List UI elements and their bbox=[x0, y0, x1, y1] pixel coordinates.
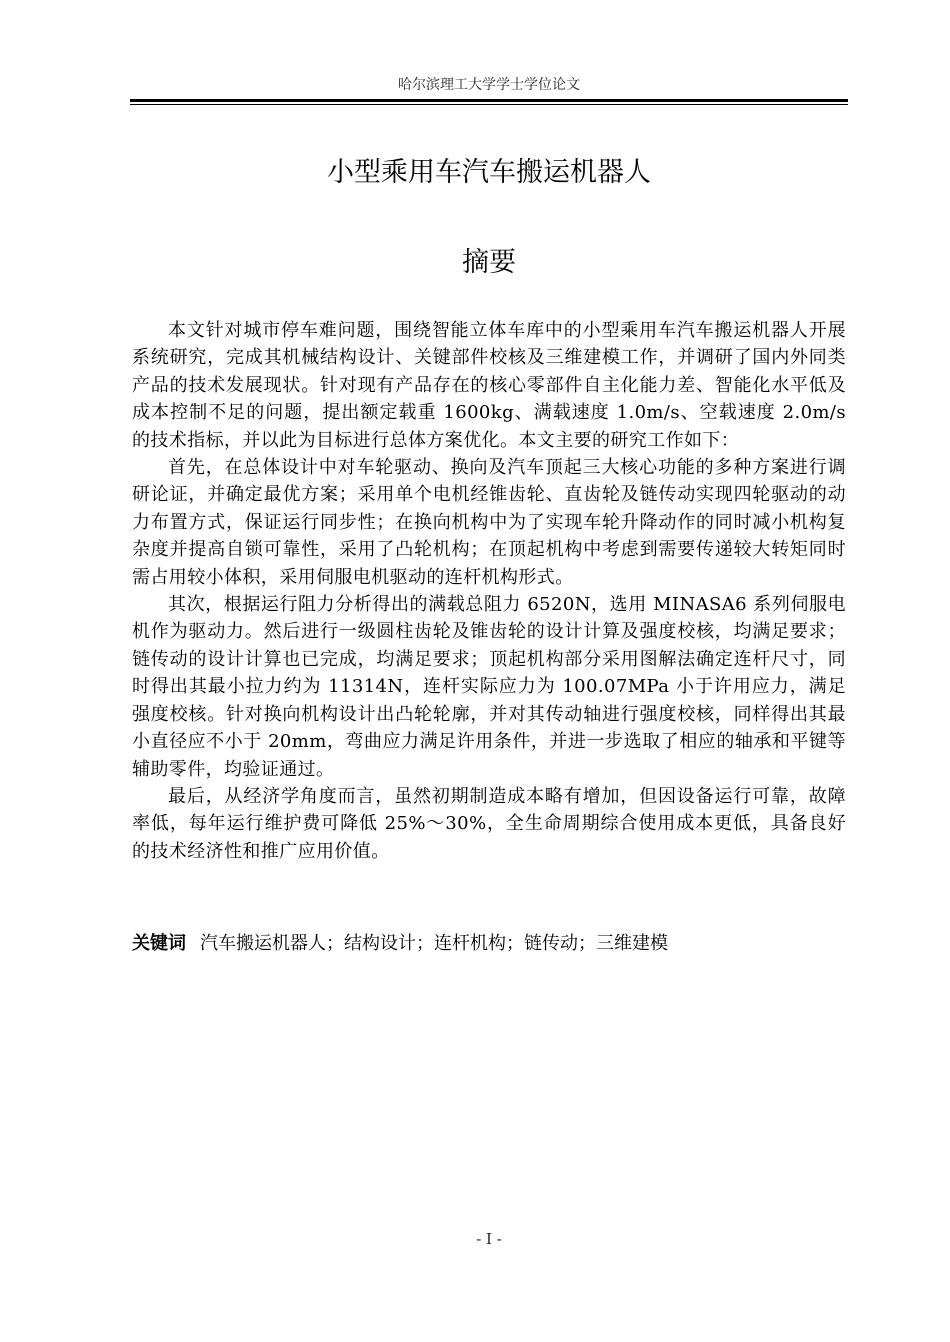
keywords-text: 汽车搬运机器人；结构设计；连杆机构；链传动；三维建模 bbox=[200, 933, 668, 954]
abstract-paragraph-4: 最后，从经济学角度而言，虽然初期制造成本略有增加，但因设备运行可靠，故障率低，每年运行维护费可降低 25%～30%，全生命周期综合使用成本更低，具备良好的技术经济性和推广应用价值。 bbox=[132, 785, 846, 862]
abstract-paragraph-3: 其次，根据运行阻力分析得出的满载总阻力 6520N，选用 MINASA6 系列伺服电机作为驱动力。然后进行一级圆柱齿轮及锥齿轮的设计计算及强度校核，均满足要求；链传动的设计计算也已完成，均满足要求；顶起机构部分采用图解法确定连杆尺寸，同时得出其最小拉力约为 11314N，连杆实际应力为 100.07MPa 小于许用应力，满足强度校核。针对换向机构设计出凸轮轮廓，并对其传动轴进行强度校核，同样得出其最小直径应不小于 20mm，弯曲应力满足许用条件，并进一步选取了相应的轴承和平键等辅助零件，均验证通过。 bbox=[132, 594, 846, 780]
abstract-paragraph-2: 首先，在总体设计中对车轮驱动、换向及汽车顶起三大核心功能的多种方案进行调研论证，并确定最优方案；采用单个电机经锥齿轮、直齿轮及链传动实现四轮驱动的动力布置方式，保证运行同步性；在换向机构中为了实现车轮升降动作的同时减小机构复杂度并提高自锁可靠性，采用了凸轮机构；在顶起机构中考虑到需要传递较大转矩同时需占用较小体积，采用伺服电机驱动的连杆机构形式。 bbox=[132, 457, 846, 588]
header-rule-thick bbox=[130, 99, 848, 102]
keywords-label: 关键词 bbox=[132, 933, 186, 954]
thesis-title: 小型乘用车汽车搬运机器人 bbox=[327, 157, 651, 188]
page-number: - I - bbox=[476, 1230, 502, 1248]
abstract-heading: 摘要 bbox=[462, 247, 516, 278]
running-header: 哈尔滨理工大学学士学位论文 bbox=[398, 77, 580, 93]
abstract-body bbox=[132, 317, 846, 865]
header-rule-thin bbox=[130, 104, 848, 105]
keywords-line bbox=[132, 930, 846, 958]
abstract-paragraph-1: 本文针对城市停车难问题，围绕智能立体车库中的小型乘用车汽车搬运机器人开展系统研究，完成其机械结构设计、关键部件校核及三维建模工作，并调研了国内外同类产品的技术发展现状。针对现有产品存在的核心零部件自主化能力差、智能化水平低及成本控制不足的问题，提出额定载重 1600kg、满载速度 1.0m/s、空载速度 2.0m/s 的技术指标，并以此为目标进行总体方案优化。本文主要的研究工作如下： bbox=[132, 320, 846, 451]
